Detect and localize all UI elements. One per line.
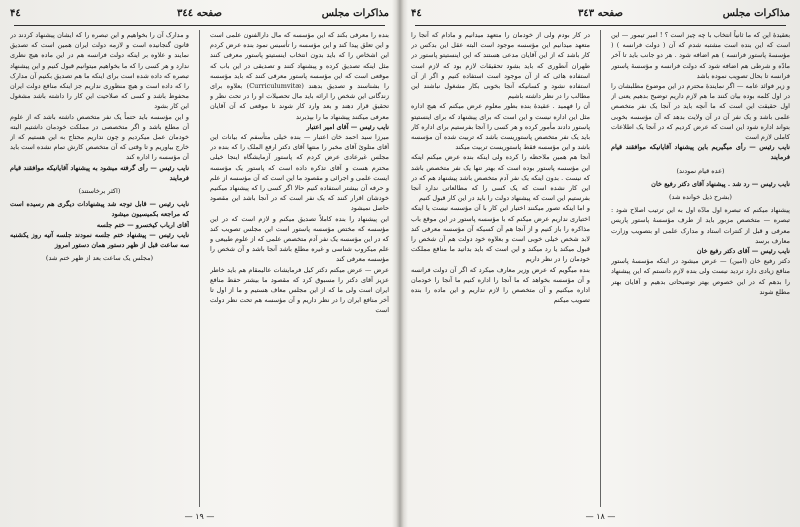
right-page-header [411, 8, 790, 22]
right-page [401, 0, 800, 527]
paragraph: بنده را معرفی بکند که این مؤسسه که مال دارالفنون علمی است و این تعلق پیدا کند و این مؤسسه را تأسیس نمود بنده عرض کردم این اشخاص را که باید بدون انتخاب اینستیتو پاستور معرفی کنند مثل اینکه تصدیق کرده و پیشنهاد کنند و تصدیقی در این باب که موقعی است که این مؤسسه پاستور معرفی کنند که باید مؤسسه را بشناسند و تصدیق بدهند (Curriculumvitæ) بعلاوه برای زندگانی این شخص را ارائه باید مال تحصیلات او را در تحت نظر و تحقیق قرار دهند و بعد وارد کار شوند تا موقعی که آن آقایان معرفی میکنند پیشنهاد ما را بپذیرند [210, 31, 389, 121]
left-page [0, 0, 399, 527]
paragraph: این پیشنهاد را بنده کاملاً تصدیق میکنم و لازم است که در این مؤسسه که مختص مؤسسه پاستور است این مجلس تصویب کند که در این مؤسسه یک نفر آدم متخصص علمی که از علوم طبیعی و علم میکروب شناسی و غیره مطلع باشد آنجا باشد و آن شخص را مؤسسه معرفی کند [210, 214, 389, 264]
speaker-line: نایب رئیس — آقای امیر اعتبار [306, 122, 389, 131]
right-page-page-label: صفحه ٣٤٣ [578, 8, 623, 19]
right-page-columns [411, 30, 790, 507]
right-page-left-column [411, 30, 590, 507]
left-page-page-label: صفحه ٣٤٤ [177, 8, 222, 19]
speaker-line: نایب رئیس — رأی گرفته میشود به پیشنهاد آقایانیکه موافقند قیام فرمایند [10, 163, 189, 182]
right-page-column-divider [600, 30, 601, 507]
paragraph: عرض — عرض میکنم دکتر کیل فرمایشات عالیمقام هم باید خاطر عزیز آقای دکتر را مسبوق کرد که مقصود ما بیشتر حفظ منافع ایران است ولی ما که از این مجلس معاف هستیم و ما از اول تا آخر منافع ایران را در نظر داریم و آن مؤسسه هم تحت نظر دولت است [210, 265, 389, 315]
paragraph: و مدارک آن را بخواهیم و این تبصره را که ایشان پیشنهاد کردند در قانون گنجانیده است و لازمه دولت ایران همین است که تصدیق نمایند و علاوه بر اینکه دولت فرانسه هم در این ماده هیچ نظری ندارد و هر کسی را که ما بخواهیم میتوانیم قبول کنیم و این پیشنهاد تبصره که داده شده است برای اینکه ما هم تصدیق بکنیم آن مدارک را که داده است و هیچ منظوری نداریم جز اینکه منافع دولت ایران محفوظ باشد و کسی که صلاحیت این کار را داشته باشد مشغول این کار بشود [10, 31, 189, 111]
parenthetical-note: (بشرح ذیل خوانده شد) [669, 193, 732, 202]
parenthetical-note: (عده قیام نمودند) [676, 166, 725, 175]
paragraph: بنده میگویم که عرض وزیر معارف میکرد که اگر آن دولت فرانسه و آن مؤسسه بخواهد که ما آنجا را اداره کنیم ما آنجا را خودمان اداره میکنیم و آن متخصص را لازم نداریم و این ماده را بنده تصویب میکنم [411, 265, 590, 305]
paragraph: بعقیدهٔ این که ما ثانیاً انتخاب با چه چیز است ؟ ! امیر تیمور — این است که این بنده است مشتبه شدم که آن ( دولت فرانسه ) ( مؤسسهٔ پاستور فرانسه ) هم اضافه شود . هر دو جانب باید تا آخر مادّه و شرطی هم اضافه شود که دولت فرانسه و مؤسسهٔ پاستور فرانسه تا بحال تصویب نموده باشد [611, 31, 790, 80]
right-page-issue-number: ۴٤ [411, 8, 422, 19]
parenthetical-note: (اکثر برخاستند) [78, 187, 121, 196]
right-page-footer-number: — ١٨ — [585, 512, 616, 521]
paragraph: و اما اینکه تصور میکنند اختیار این کار با آن مؤسسه نیست یا اینکه اختیاری نداریم عرض میکنم که با مؤسسه پاستور در این موقع باب مذاکره را باز کنیم و از آنجا هم آن کسیکه آن مؤسسه معرفی کند لابد شخص خیلی خوبی است و بعلاوه خود دولت هم آن شخص را قبول میکند یا رد میکند و این است که باید بدانید ما منافع مملکت خودمان را در نظر داریم [411, 204, 590, 264]
speaker-line: نایب رئیس — رأی میگیریم باین پیشنهاد آقایانیکه موافقند قیام فرمایند [611, 143, 790, 162]
paragraph: و زیر فوائد عامه — اگر نمایندهٔ محترم در این موضوع مطلبشان را در اول کلمه بوده بیان کنند ما هم لازم داریم توضیح بدهیم یعنی از اول حقیقت این است که ما آنچه باید در آنجا یک نفر متخصص علمی باشد و یک نفر آن در آن ولایت بدهد که آن مؤسسه بخوبی بتواند اداره شود این است که عرض کردیم که در آنجا یک اطلاعات کاملی لازم است [611, 82, 790, 142]
left-page-footer-number: — ١٩ — [184, 512, 215, 521]
left-page-left-column [10, 30, 189, 507]
paragraph: آنجا هم همین ملاحظه را کرده ولی اینکه بنده عرض میکنم اینکه این مؤسسه پاستور بوده است که بهتر تنها یک نفر متخصص باشد که نیست . بدون اینکه یک نفر آدم متخصص باشد پیشنهاد هم که در این کار نشده است که یک کسی را که مطالعاتی ندارد آنجا بفرستیم این است که پیشنهاد دولت را باید در این کار قبول کنیم [411, 153, 590, 203]
left-page-column-divider [199, 30, 200, 507]
speaker-line: نایب رئیس — رد شد . پیشنهاد آقای دکتر رفیع خان [651, 179, 790, 188]
paragraph: آن را فهمید . عقیدهٔ بنده بطور معلوم عرض میکنم که هیچ اداره مثل این اداره نیست و این است که برای پیشنهاد که برای اینستیتو پاستور دادند مأمور کرده و هر کسی را آنجا بفرستیم برای اداره کار باید یک نفر متخصص پاستوریست باشد که تربیت شده آن مؤسسه باشد و این مؤسسه فقط پاستوریست تربیت میکند [411, 102, 590, 152]
parenthetical-note: (مجلس یک ساعت بعد از ظهر ختم شد) [45, 254, 154, 263]
left-page-running-title: مذاكرات مجلس [321, 8, 389, 19]
left-page-right-column [210, 30, 389, 507]
right-page-right-column [611, 30, 790, 507]
left-page-header-rule [14, 25, 385, 26]
paragraph: دکتر رفیع خان (امین) — عرض میشود در اینکه مؤسسهٔ پاستور منافع زیادی دارد تردید نیست ولی بنده لازم دانستم که این پیشنهاد را بدهم که در این خصوص بهتر توضیحاتی بدهیم و آقایان بهتر مطلع شوند [611, 257, 790, 296]
speaker-line: نایب رئیس — آقای دکتر رفیع خان [696, 247, 790, 256]
right-page-running-title: مذاكرات مجلس [722, 8, 790, 19]
speaker-line: آقای ارباب کیخسرو — ختم جلسه [96, 220, 189, 229]
paragraph: میرزا سید احمد خان اعتبار — بنده خیلی متأسفم که بیانات این آقای متلوئ آقای مخبر را منتها آقای دکتر ارفع الملک را که بنده در مجلس غیرعادی عرض کردم که پاستور آزمایشگاه اینجا خیلی محترم هست و آقای تذکره داده است که پاستور یک مؤسسه ایست علمی و اجرائی و مقصود ما این است که آن مؤسسه از علم و حرفه آن بیشتر استفاده کنیم حالا اگر کسی را که پیشنهاد میکنیم خودشان اقرار کنند که یک نفر است که در آنجا باشد این مقصود حاصل نمیشود [210, 133, 389, 213]
paragraph: در کار بودم ولی از خودمان را متعهد میدانیم و مادام که آنجا را متعهد میدانیم این مؤسسه موجود است البته عقل این بدکس در کار باشد که از این آقایان مدعی هستند که این اینستیتو پاستور در طهران آنطوری که باید بشود تحقیقات لازم بود که لازم است استفاده هائی که از آن موجود است استفاده کنیم و اگر از آن استفاده نشود و کسانیکه آنجا بخوبی بکار مشغول نباشند این مطالب را در نظر داشته باشیم [411, 31, 590, 101]
speaker-line: نایب رئیس — قابل توجه شد پیشنهادات دیگری هم رسیده است که مراجعه بکمیسیون میشود [10, 200, 189, 219]
left-page-issue-number: ۴٤ [10, 8, 21, 19]
paragraph: و این مؤسسه باید حتماً یک نفر متخصص داشته باشد که از علوم آن مطلع باشد و اگر متخصصی در مملکت خودمان داشتیم البته خودمان عمل میکردیم و چون نداریم محتاج به این هستیم که از خارج بیاوریم و تا وقتی که آن متخصص کارش تمام نشده است باید آن مؤسسه را اداره کند [10, 112, 189, 162]
paragraph: پیشنهاد میکنم که تبصره اول مادّه اول به این ترتیب اصلاح شود : تبصره — متخصص مزبور باید از طرف مؤسسهٔ پاستور پاریس معرفی و قبل از کنترات استاد و مدارک علمی او بتصویب وزارت معارف برسد [611, 206, 790, 245]
speaker-line: نایب رئیس — پیشنهاد ختم جلسه نمودند جلسه آتیه روز یکشنبه سه ساعت قبل از ظهر دستور همان دستور امروز [10, 230, 189, 250]
left-page-header [10, 8, 389, 22]
left-page-columns [10, 30, 389, 507]
right-page-header-rule [415, 25, 786, 26]
